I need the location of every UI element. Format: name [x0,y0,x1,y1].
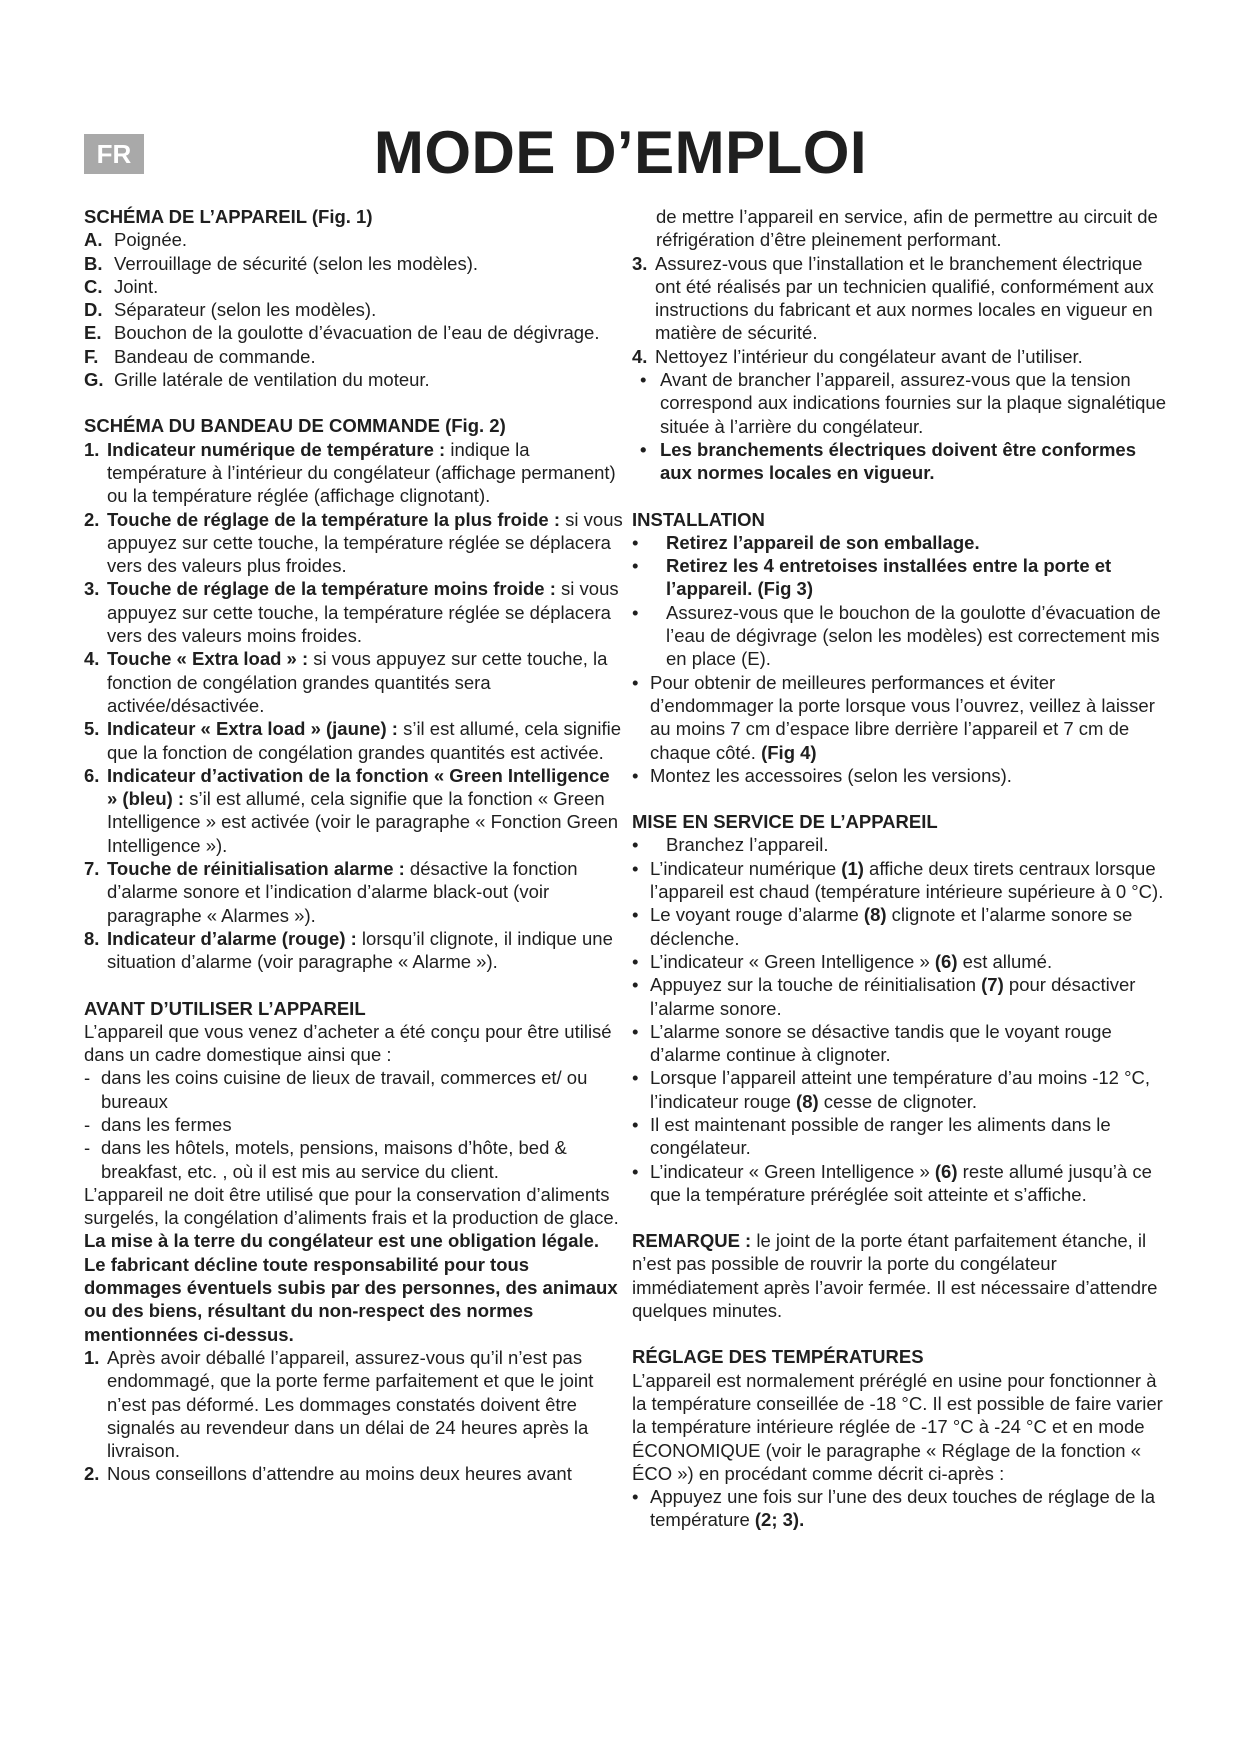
item-text: clignote et l’alarme sonore se déclenche. [650,904,1133,949]
item-bold: Indicateur « Extra load » (jaune) : [107,718,398,740]
item-marker: 2. [84,508,100,530]
item-text: Les branchements électriques doivent être conformes aux normes locales en vigueur. [660,438,1137,484]
bullet-marker: • [632,1113,639,1135]
dash-marker: - [84,1113,91,1135]
item-text: Avant de brancher l’appareil, assurez-vous que la tension correspond aux indications fournies sur la plaque signalétique située à l’arrière du congélateur. [660,369,1166,437]
item-marker: 4. [84,648,100,670]
item-text: Nettoyez l’intérieur du congélateur avant de l’utiliser. [655,345,1083,367]
item-bold: Touche de réinitialisation alarme : [107,858,405,880]
item-bold: Touche de réglage de la température moins froide : [107,578,556,600]
item-text: L’indicateur « Green Intelligence » [650,1160,935,1182]
before-use-usage: L’appareil ne doit être utilisé que pour la conservation d’aliments surgelés, la congélation d’aliments frais et la production de glace. [84,1183,619,1229]
item-text: Retirez les 4 entretoises installées entre la porte et l’appareil. (Fig 3) [666,555,1112,600]
item-text: affiche deux tirets centraux lorsque l’appareil est chaud (température intérieure supérieure à 0 °C). [650,857,1164,903]
item-text: reste allumé jusqu’à ce que la température préréglée soit atteinte et s’affiche. [650,1160,1152,1205]
left-column [84,205,624,1486]
list-item [632,1066,1172,1113]
item-text: désactive la fonction d’alarme sonore et l’indication d’alarme black-out (voir paragraphe « Alarmes »). [107,858,578,926]
item-bold: Indicateur d’alarme (rouge) : [107,927,357,949]
item-bold: Touche de réglage de la température la plus froide : [107,508,561,530]
dash-marker: - [84,1137,91,1159]
item-text: Assurez-vous que l’installation et le branchement électrique ont été réalisés par un technicien qualifié, conformément aux instructions du fabricant et aux normes locales en vigueur en matière de sécurité. [655,252,1154,344]
step-2-continued: de mettre l’appareil en service, afin de permettre au circuit de réfrigération d’être pleinement performant. [656,206,1158,251]
temperature-heading: RÉGLAGE DES TEMPÉRATURES [632,1346,924,1368]
item-marker: 6. [84,764,100,786]
bullet-marker: • [632,1067,639,1089]
bullet-marker: • [632,1160,639,1182]
item-marker: 5. [84,718,100,740]
list-item [84,1066,624,1113]
bullet-marker: • [640,438,647,460]
item-text: Appuyez une fois sur l’une des deux touches de réglage de la température [650,1486,1155,1531]
item-text: lorsqu’il clignote, il indique une situation d’alarme (voir paragraphe « Alarme »). [107,927,613,973]
item-text: Appuyez sur la touche de réinitialisation [650,974,982,996]
list-item [632,1020,1172,1067]
list-item [84,764,624,857]
page-title: MODE D’EMPLOI [373,119,868,186]
bullet-marker: • [640,369,647,391]
item-marker: 4. [632,345,648,367]
item-bold: Indicateur numérique de température : [107,438,446,460]
item-marker: 3. [632,252,648,274]
item-text: L’indicateur « Green Intelligence » [650,950,935,972]
grounding-warning: La mise à la terre du congélateur est une obligation légale. Le fabricant décline toute responsabilité pour tous dommages éventuels subis par des personnes, des animaux ou des biens, résultant du non-respect des normes mentionnées ci-dessus. [84,1230,618,1345]
item-marker: 2. [84,1463,100,1485]
item-text: Grille latérale de ventilation du moteur. [114,369,430,391]
bullet-marker: • [632,950,639,972]
list-item [84,508,624,578]
list-item [84,1462,624,1485]
right-column [632,205,1172,1532]
list-item [84,298,624,321]
item-ref: (2; 3) [754,1509,800,1531]
list-item [632,1160,1172,1207]
list-item [632,601,1172,671]
list-item [84,345,624,368]
list-item [632,531,1172,554]
bullet-marker: • [632,555,639,577]
item-bold: Indicateur d’activation de la fonction « Green Intelligence » (bleu) : [107,764,610,810]
list-item [632,1485,1172,1532]
item-text: Après avoir déballé l’appareil, assurez-vous qu’il n’est pas endommagé, que la porte ferme parfaitement et que le joint n’est pas déformé. Les dommages constatés doivent être signalés au revendeur dans un délai de 24 heures après la livraison. [107,1346,594,1462]
item-marker: G. [84,369,104,391]
list-item [632,903,1172,950]
remark-label: REMARQUE : [632,1230,752,1252]
item-text: Lorsque l’appareil atteint une température d’au moins -12 °C, l’indicateur rouge [650,1067,1150,1112]
item-marker: E. [84,322,102,344]
panel-list [84,438,624,974]
list-item [632,345,1172,368]
list-item [632,973,1172,1020]
list-item [84,252,624,275]
list-item [84,368,624,391]
item-text: Séparateur (selon les modèles). [114,299,377,321]
item-text: Montez les accessoires (selon les versions). [650,764,1012,786]
list-item [632,950,1172,973]
item-text: Verrouillage de sécurité (selon les modèles). [114,252,479,274]
remark-text: le joint de la porte étant parfaitement étanche, il n’est pas possible de rouvrir la porte du congélateur immédiatement après l’avoir fermée. Il est nécessaire d’attendre quelques minutes. [632,1230,1158,1322]
list-item [632,1113,1172,1160]
item-text: . [799,1509,805,1531]
item-text: Retirez l’appareil de son emballage. [666,531,980,553]
item-text: L’alarme sonore se désactive tandis que le voyant rouge d’alarme continue à clignoter. [650,1020,1112,1066]
fig-ref: (Fig 4) [761,741,817,763]
bullet-marker: • [632,974,639,996]
item-ref: (6) [934,950,958,972]
item-text: indique la température à l’intérieur du congélateur (affichage permanent) ou la température réglée (affichage clignotant). [107,438,616,507]
item-ref: (7) [981,974,1004,996]
item-ref: (6) [934,1160,958,1182]
item-text: cesse de clignoter. [818,1090,978,1112]
bullet-marker: • [632,601,639,623]
before-use-intro: L’appareil que vous venez d’acheter a été conçu pour être utilisé dans un cadre domestique ainsi que : [84,1020,612,1066]
list-item [84,1346,624,1462]
item-marker: 7. [84,858,100,880]
list-item [632,252,1172,345]
list-item [84,438,624,508]
item-text: Nous conseillons d’attendre au moins deux heures avant [107,1463,572,1485]
item-text: Branchez l’appareil. [666,834,829,856]
list-item [632,833,1172,856]
list-item [84,321,624,344]
item-text: L’indicateur numérique [650,857,842,879]
item-marker: 8. [84,927,100,949]
item-ref: (1) [841,857,864,879]
list-item [84,1113,624,1136]
bullet-marker: • [632,1486,639,1508]
item-text: pour désactiver l’alarme sonore. [650,974,1136,1019]
list-item [84,275,624,298]
item-marker: F. [84,345,99,367]
remark-paragraph [632,1229,1172,1322]
list-item [632,764,1172,787]
schema-heading: SCHÉMA DE L’APPAREIL (Fig. 1) [84,206,373,227]
before-use-heading: AVANT D’UTILISER L’APPAREIL [84,997,366,1019]
item-bold: Touche « Extra load » : [107,648,309,670]
bullet-marker: • [632,904,639,926]
item-marker: D. [84,299,103,321]
item-text: Bandeau de commande. [114,345,316,367]
list-item [632,857,1172,904]
item-text: Assurez-vous que le bouchon de la goulotte d’évacuation de l’eau de dégivrage (selon les modèles) est correctement mis en place (E). [666,601,1161,670]
item-text: si vous appuyez sur cette touche, la température réglée se déplacera vers des valeurs moins froides. [107,578,619,647]
bullet-marker: • [632,834,639,856]
dash-marker: - [84,1067,91,1089]
item-marker: C. [84,275,103,297]
item-marker: 3. [84,578,100,600]
temperature-text: L’appareil est normalement préréglé en usine pour fonctionner à la température conseillée de -18 °C. Il est possible de faire varier la température intérieure réglée de -17 °C à -24 °C et en mode ÉCONOMIQUE (voir le paragraphe « Réglage de la fonction « ÉCO ») en procédant comme décrit ci-après : [632,1369,1163,1484]
bullet-marker: • [632,857,639,879]
item-text: Joint. [114,275,159,297]
item-text: s’il est allumé, cela signifie que la fonction de congélation grandes quantités est activée. [107,718,622,763]
panel-heading: SCHÉMA DU BANDEAU DE COMMANDE (Fig. 2) [84,415,506,437]
item-text: dans les coins cuisine de lieux de travail, commerces et/ ou bureaux [101,1067,588,1112]
item-text: Bouchon de la goulotte d’évacuation de l’eau de dégivrage. [114,322,600,344]
list-item [84,857,624,927]
list-item [632,368,1172,438]
item-marker: 1. [84,438,100,460]
list-item [84,1136,624,1183]
installation-heading: INSTALLATION [632,508,765,530]
bullet-marker: • [632,764,639,786]
item-text: dans les fermes [101,1113,232,1135]
item-text: Poignée. [114,229,188,251]
list-item [632,671,1172,764]
language-badge: FR [84,134,144,174]
list-item [632,554,1172,601]
item-text: est allumé. [957,950,1053,972]
item-text: Pour obtenir de meilleures performances et éviter d’endommager la porte lorsque vous l’ouvrez, veillez à laisser au moins 7 cm d’espace libre derrière l’appareil et 7 cm de chaque côté. [650,671,1155,763]
item-text: dans les hôtels, motels, pensions, maisons d’hôte, bed & breakfast, etc. , où il est mis au service du client. [101,1137,567,1182]
bullet-marker: • [632,671,639,693]
item-text: Le voyant rouge d’alarme [650,904,864,926]
list-item [84,577,624,647]
list-item [84,228,624,251]
item-text: s’il est allumé, cela signifie que la fonction « Green Intelligence » est activée (voir le paragraphe « Fonction Green Intelligence »). [107,788,619,856]
item-marker: 1. [84,1346,100,1368]
item-text: si vous appuyez sur cette touche, la fonction de congélation grandes quantités sera activée/désactivée. [107,648,608,716]
list-item [84,647,624,717]
schema-list [84,228,624,391]
item-marker: A. [84,229,103,251]
bullet-marker: • [632,1020,639,1042]
item-text: si vous appuyez sur cette touche, la température réglée se déplacera vers des valeurs plus froides. [107,508,623,577]
item-ref: (8) [863,904,887,926]
list-item [84,717,624,764]
list-item [84,927,624,974]
list-item [632,438,1172,485]
item-ref: (8) [796,1090,819,1112]
bullet-marker: • [632,531,639,553]
item-text: Il est maintenant possible de ranger les aliments dans le congélateur. [650,1113,1111,1159]
item-marker: B. [84,252,103,274]
service-heading: MISE EN SERVICE DE L’APPAREIL [632,811,938,833]
